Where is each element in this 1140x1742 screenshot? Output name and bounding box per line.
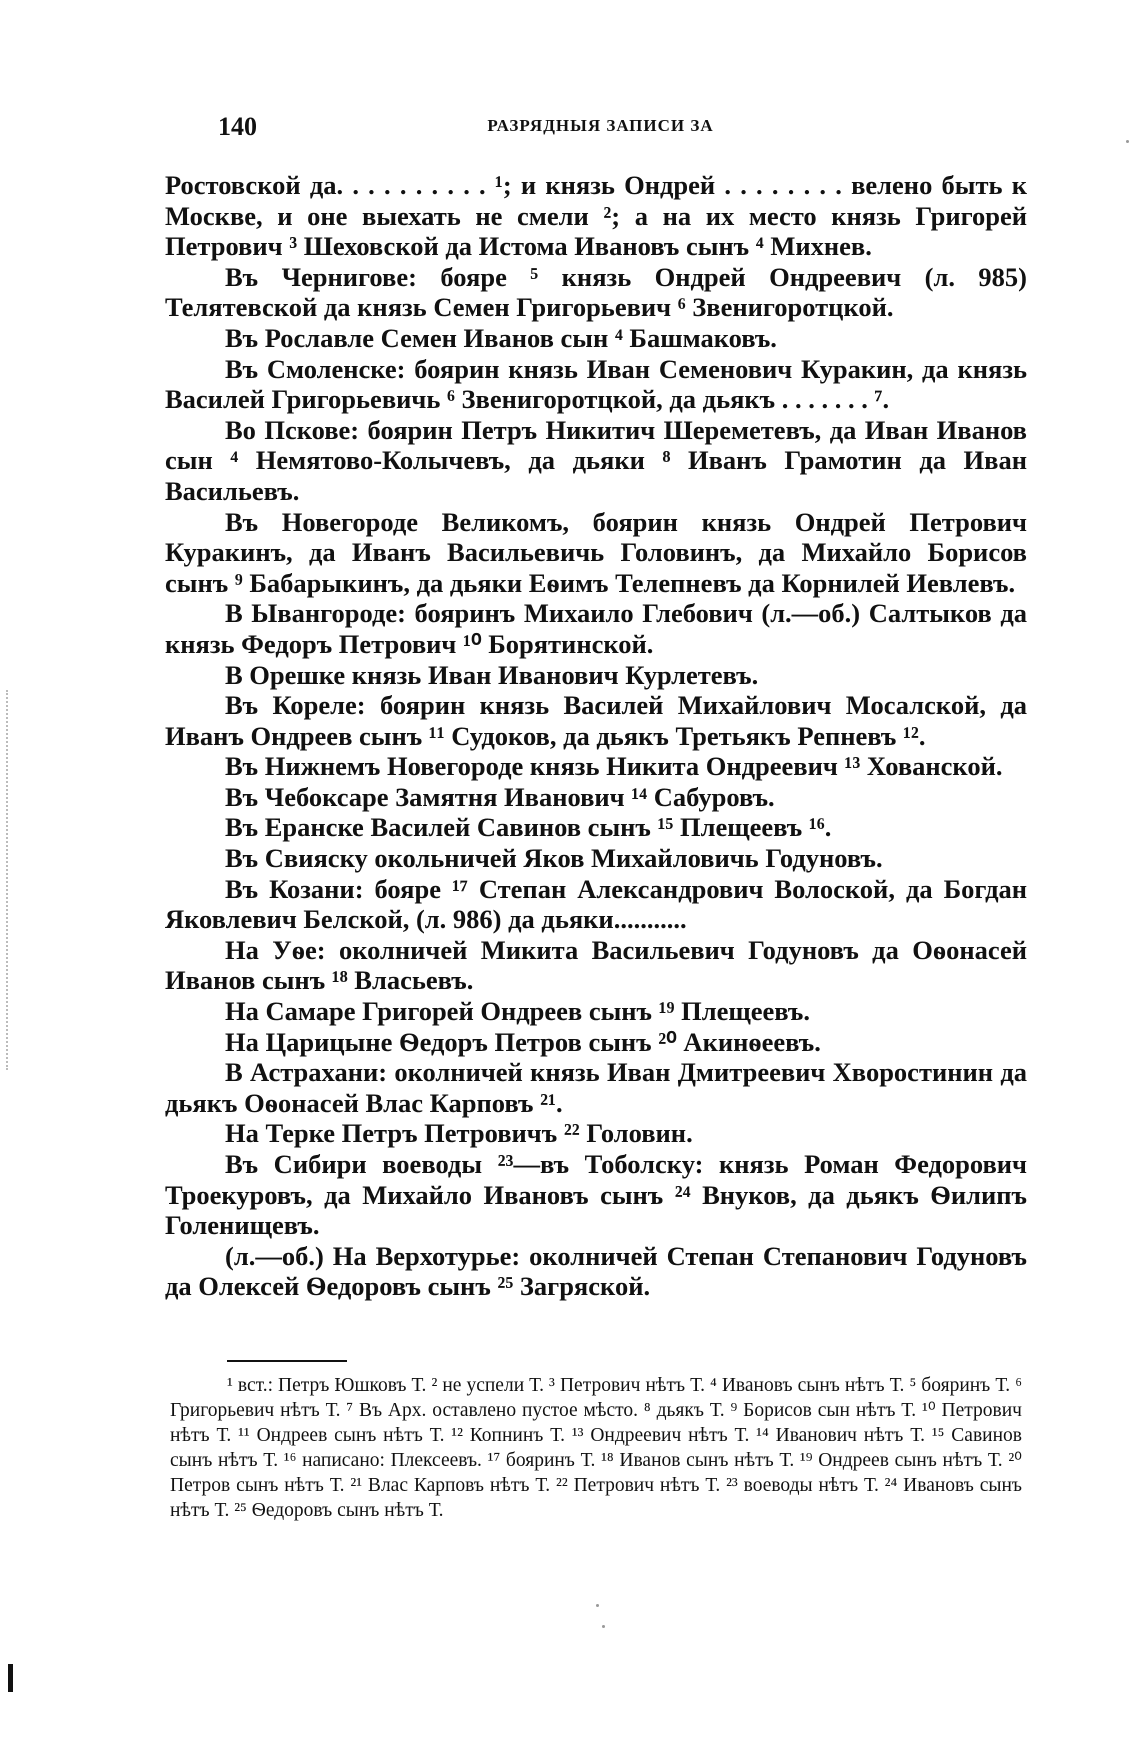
paragraph: В Ывангороде: бояринъ Михаило Глебович (л.—об.) Салтыков да князь Федоръ Петрович ¹⁰ Борятинской. <box>165 598 1027 659</box>
paragraph: Въ Кореле: боярин князь Василей Михайлович Мосалской, да Иванъ Ондреев сынъ ¹¹ Судоков, да дьякъ Третьякъ Репневъ ¹². <box>165 690 1027 751</box>
paragraph: В Орешке князь Иван Иванович Курлетевъ. <box>225 659 759 690</box>
scan-edge-mark <box>8 1664 13 1692</box>
main-text <box>165 170 1027 1302</box>
footnote-text: ¹ вст.: Петръ Юшковъ Т. ² не успели Т. ³ Петрович нѣтъ Т. ⁴ Ивановъ сынъ нѣтъ Т. ⁵ бояринъ Т. ⁶ Григорьевич нѣтъ Т. ⁷ Въ Арх. оставлено пустое мѣсто. ⁸ дьякъ Т. ⁹ Борисов сын нѣтъ Т. ¹⁰ Петрович нѣтъ Т. ¹¹ Ондреев сынъ нѣтъ Т. ¹² Копнинъ Т. ¹³ Ондреевич нѣтъ Т. ¹⁴ Иванович нѣтъ Т. ¹⁵ Савинов сынъ нѣтъ Т. ¹⁶ написано: Плексеевъ. ¹⁷ бояринъ Т. ¹⁸ Иванов сынъ нѣтъ Т. ¹⁹ Ондреев сынъ нѣтъ Т. ²⁰ Петров сынъ нѣтъ Т. ²¹ Влас Карповъ нѣтъ Т. ²² Петрович нѣтъ Т. ²³ воеводы нѣтъ Т. ²⁴ Ивановъ сынъ нѣтъ Т. ²⁵ Ѳедоровъ сынъ нѣтъ Т. <box>170 1375 1022 1521</box>
paragraph: Въ Чернигове: бояре ⁵ князь Ондрей Ондреевич (л. 985) Телятевской да князь Семен Григорьевич ⁶ Звенигоротцкой. <box>165 261 1027 323</box>
paragraph: На Самаре Григорей Ондреев сынъ ¹⁹ Плещеевъ. <box>225 996 810 1027</box>
paragraph: На Терке Петръ Петровичъ ²² Головин. <box>225 1118 693 1149</box>
paragraph: В Астрахани: околничей князь Иван Дмитреевич Хворостинин да дьякъ Оѳонасей Влас Карповъ ²¹. <box>165 1057 1027 1118</box>
footnote-divider <box>227 1360 347 1362</box>
paragraph: Въ Новегороде Великомъ, боярин князь Ондрей Петрович Куракинъ, да Иванъ Васильевичь Головинъ, да Михайло Борисов сынъ ⁹ Бабарыкинъ, да дьяки Еѳимъ Телепневъ да Корнилей Иевлевъ. <box>165 506 1027 598</box>
paragraph: На Уѳе: околничей Микита Васильевич Годуновъ да Оѳонасей Иванов сынъ ¹⁸ Власьевъ. <box>165 934 1027 996</box>
paragraph: (л.—об.) На Верхотурье: околничей Степан Степанович Годуновъ да Олексей Ѳедоровъ сынъ ²⁵ Загряской. <box>165 1240 1027 1302</box>
paragraph: Въ Свияску окольничей Яков Михайловичь Годуновъ. <box>225 843 883 874</box>
paragraph: Во Пскове: боярин Петръ Никитич Шереметевъ, да Иван Иванов сын ⁴ Немятово-Колычевъ, да дьяки ⁸ Иванъ Грамотин да Иван Васильевъ. <box>165 414 1027 506</box>
paragraph: Въ Чебоксаре Замятня Иванович ¹⁴ Сабуровъ. <box>225 781 775 812</box>
paragraph: Въ Сибири воеводы ²³—въ Тоболску: князь Роман Федорович Троекуровъ, да Михайло Ивановъ сынъ ²⁴ Внуков, да дьякъ Ѳилипъ Голенищевъ. <box>165 1149 1027 1241</box>
scan-speck <box>1126 140 1129 143</box>
scan-margin-dots <box>6 690 10 1070</box>
paragraph: Въ Нижнемъ Новегороде князь Никита Ондреевич ¹³ Хованской. <box>225 751 1003 782</box>
paragraph: Въ Смоленске: боярин князь Иван Семенович Куракин, да князь Василей Григорьевичь ⁶ Звенигоротцкой, да дьякъ . . . . . . . ⁷. <box>165 353 1027 415</box>
paragraph: Ростовской да. . . . . . . . . . ¹; и князь Ондрей . . . . . . . . велено быть к Москве, и оне выехать не смели ²; а на их место князь Григорей Петрович ³ Шеховской да Истома Ивановъ сынъ ⁴ Михнев. <box>165 170 1027 262</box>
paragraph: На Царицыне Ѳедоръ Петров сынъ ²⁰ Акинѳеевъ. <box>225 1026 821 1057</box>
paragraph: Въ Козани: бояре ¹⁷ Степан Александрович Волоской, да Богдан Яковлевич Белской, (л. 986) да дьяки........... <box>165 873 1027 935</box>
running-title: РАЗРЯДНЫЯ ЗАПИСИ ЗА <box>487 116 714 135</box>
page-number: 140 <box>218 112 257 141</box>
footnotes <box>170 1373 1022 1523</box>
paragraph: Въ Еранске Василей Савинов сынъ ¹⁵ Плещеевъ ¹⁶. <box>225 812 832 843</box>
scan-speck <box>596 1604 599 1607</box>
paragraph: Въ Рославле Семен Иванов сын ⁴ Башмаковъ. <box>225 322 777 353</box>
page-header <box>218 112 983 152</box>
scan-speck <box>602 1625 605 1628</box>
